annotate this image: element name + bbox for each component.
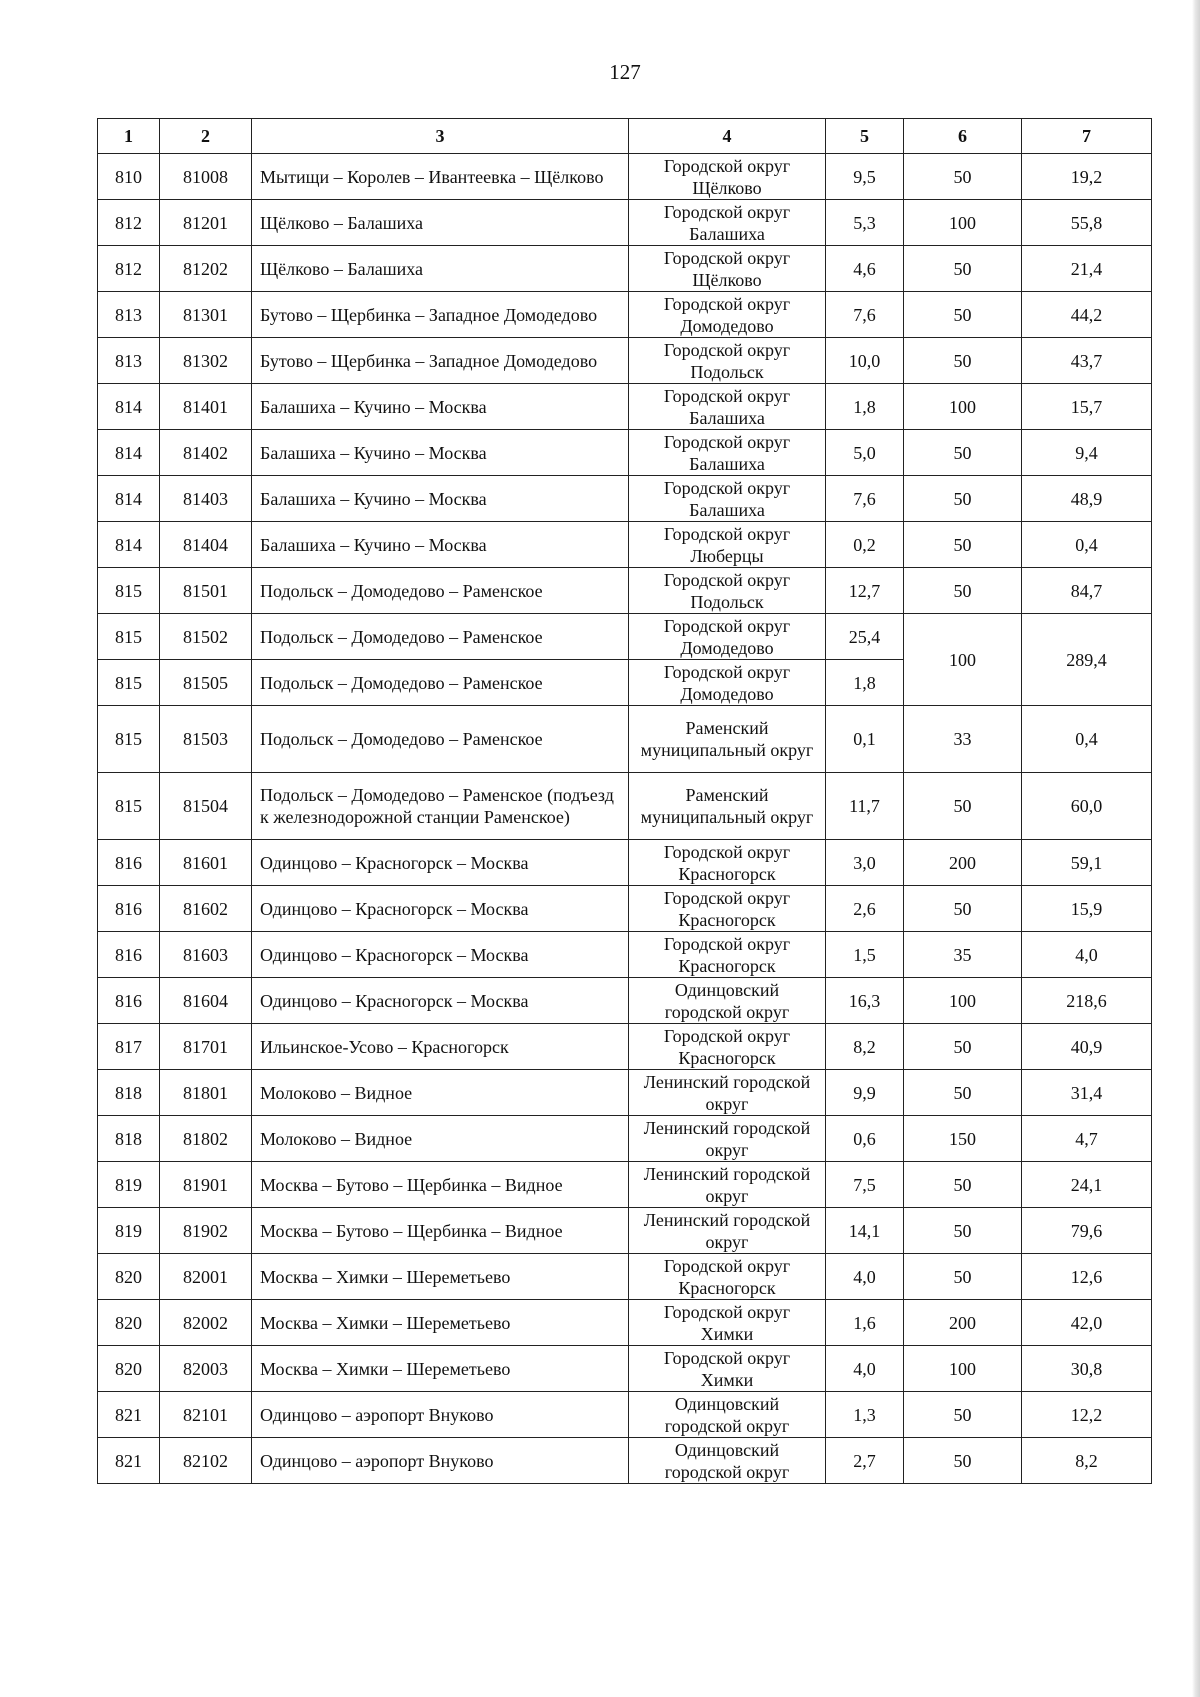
cell-col-1: 815 [98,568,160,614]
cell-col-1: 818 [98,1116,160,1162]
cell-col-5: 7,6 [826,476,904,522]
cell-col-1: 816 [98,840,160,886]
table-row [98,568,1152,614]
cell-col-5: 2,7 [826,1438,904,1484]
cell-col-2: 82001 [160,1254,252,1300]
cell-col-7: 218,6 [1022,978,1152,1024]
cell-col-4: Ленинский городской округ [629,1162,826,1208]
cell-col-7: 21,4 [1022,246,1152,292]
cell-col-3: Бутово – Щербинка – Западное Домодедово [252,292,629,338]
cell-col-6: 50 [904,1438,1022,1484]
cell-col-5: 9,9 [826,1070,904,1116]
cell-col-5: 0,2 [826,522,904,568]
cell-col-1: 820 [98,1254,160,1300]
cell-col-5: 9,5 [826,154,904,200]
table-row [98,292,1152,338]
cell-col-2: 81302 [160,338,252,384]
cell-col-3: Балашиха – Кучино – Москва [252,430,629,476]
cell-col-5: 25,4 [826,614,904,660]
cell-col-5: 0,6 [826,1116,904,1162]
cell-col-6: 100 [904,200,1022,246]
cell-col-2: 81008 [160,154,252,200]
cell-col-5: 12,7 [826,568,904,614]
table-row [98,1162,1152,1208]
cell-col-1: 816 [98,932,160,978]
cell-col-2: 81701 [160,1024,252,1070]
table-body [98,154,1152,1484]
cell-col-7: 60,0 [1022,773,1152,840]
cell-col-4: Ленинский городской округ [629,1116,826,1162]
header-col-1: 1 [98,119,160,154]
table-row [98,200,1152,246]
cell-col-3: Балашиха – Кучино – Москва [252,476,629,522]
cell-col-5: 1,3 [826,1392,904,1438]
cell-col-3: Подольск – Домодедово – Раменское [252,614,629,660]
cell-col-3: Москва – Бутово – Щербинка – Видное [252,1208,629,1254]
cell-col-1: 815 [98,614,160,660]
cell-col-5: 1,8 [826,660,904,706]
cell-col-3: Москва – Химки – Шереметьево [252,1346,629,1392]
cell-col-3: Бутово – Щербинка – Западное Домодедово [252,338,629,384]
cell-col-3: Одинцово – Красногорск – Москва [252,932,629,978]
cell-col-2: 81401 [160,384,252,430]
roads-table [97,118,1152,1484]
cell-col-5: 7,6 [826,292,904,338]
cell-col-1: 814 [98,476,160,522]
cell-col-2: 82002 [160,1300,252,1346]
cell-col-6: 50 [904,430,1022,476]
cell-col-4: Ленинский городской округ [629,1208,826,1254]
cell-col-5: 4,0 [826,1254,904,1300]
cell-col-1: 812 [98,246,160,292]
cell-col-5: 5,3 [826,200,904,246]
cell-col-1: 815 [98,706,160,773]
cell-col-4: Раменский муниципальный округ [629,773,826,840]
cell-col-2: 81403 [160,476,252,522]
cell-col-3: Молоково – Видное [252,1070,629,1116]
table-row [98,773,1152,840]
cell-col-6: 50 [904,1024,1022,1070]
cell-col-1: 815 [98,660,160,706]
header-col-4: 4 [629,119,826,154]
cell-col-2: 81604 [160,978,252,1024]
cell-col-6: 200 [904,1300,1022,1346]
table-row [98,522,1152,568]
cell-col-1: 821 [98,1438,160,1484]
cell-col-2: 82003 [160,1346,252,1392]
cell-col-2: 81301 [160,292,252,338]
table-row [98,1070,1152,1116]
cell-col-2: 81602 [160,886,252,932]
cell-col-2: 81902 [160,1208,252,1254]
cell-col-5: 1,5 [826,932,904,978]
cell-col-1: 813 [98,338,160,384]
cell-col-7: 30,8 [1022,1346,1152,1392]
cell-col-5: 2,6 [826,886,904,932]
cell-col-2: 81402 [160,430,252,476]
table-row [98,1300,1152,1346]
cell-col-2: 81501 [160,568,252,614]
cell-col-5: 4,6 [826,246,904,292]
table-row [98,1254,1152,1300]
header-row [98,119,1152,154]
cell-col-4: Городской округ Люберцы [629,522,826,568]
cell-col-3: Молоково – Видное [252,1116,629,1162]
cell-col-4: Городской округ Домодедово [629,660,826,706]
cell-col-4: Городской округ Подольск [629,338,826,384]
cell-col-4: Ленинский городской округ [629,1070,826,1116]
table-row [98,246,1152,292]
cell-col-4: Городской округ Красногорск [629,1254,826,1300]
cell-col-1: 814 [98,430,160,476]
cell-col-1: 814 [98,384,160,430]
cell-col-4: Городской округ Красногорск [629,886,826,932]
cell-col-2: 81901 [160,1162,252,1208]
cell-col-6: 50 [904,1070,1022,1116]
cell-col-6: 50 [904,246,1022,292]
cell-col-6: 35 [904,932,1022,978]
cell-col-1: 819 [98,1162,160,1208]
cell-col-3: Подольск – Домодедово – Раменское (подъезд к железнодорожной станции Раменское) [252,773,629,840]
page-number: 127 [609,60,641,84]
cell-col-7: 9,4 [1022,430,1152,476]
cell-col-5: 10,0 [826,338,904,384]
cell-col-4: Городской округ Химки [629,1300,826,1346]
cell-col-1: 810 [98,154,160,200]
cell-col-3: Щёлково – Балашиха [252,246,629,292]
table-row [98,1116,1152,1162]
cell-col-5: 16,3 [826,978,904,1024]
cell-col-1: 814 [98,522,160,568]
cell-col-7: 42,0 [1022,1300,1152,1346]
cell-col-5: 5,0 [826,430,904,476]
table-row [98,154,1152,200]
cell-col-3: Подольск – Домодедово – Раменское [252,568,629,614]
header-col-2: 2 [160,119,252,154]
cell-col-3: Мытищи – Королев – Ивантеевка – Щёлково [252,154,629,200]
cell-col-6: 50 [904,773,1022,840]
table-row [98,706,1152,773]
cell-col-7: 0,4 [1022,522,1152,568]
cell-col-3: Одинцово – аэропорт Внуково [252,1438,629,1484]
table-row [98,476,1152,522]
cell-col-7: 84,7 [1022,568,1152,614]
table-row [98,1438,1152,1484]
cell-col-3: Москва – Бутово – Щербинка – Видное [252,1162,629,1208]
table-row [98,1024,1152,1070]
header-col-6: 6 [904,119,1022,154]
cell-col-4: Городской округ Балашиха [629,476,826,522]
cell-col-3: Балашиха – Кучино – Москва [252,522,629,568]
cell-col-7: 44,2 [1022,292,1152,338]
cell-col-3: Одинцово – Красногорск – Москва [252,840,629,886]
cell-col-6: 150 [904,1116,1022,1162]
header-col-5: 5 [826,119,904,154]
cell-col-2: 81505 [160,660,252,706]
cell-col-4: Городской округ Красногорск [629,932,826,978]
header-col-7: 7 [1022,119,1152,154]
cell-col-5: 1,6 [826,1300,904,1346]
cell-col-1: 813 [98,292,160,338]
cell-col-4: Раменский муниципальный округ [629,706,826,773]
cell-col-4: Городской округ Щёлково [629,246,826,292]
cell-col-6: 50 [904,1208,1022,1254]
cell-col-2: 81801 [160,1070,252,1116]
cell-col-6: 50 [904,1392,1022,1438]
cell-col-7: 4,0 [1022,932,1152,978]
cell-col-2: 81802 [160,1116,252,1162]
cell-col-5: 1,8 [826,384,904,430]
cell-col-1: 818 [98,1070,160,1116]
table-header [98,119,1152,154]
cell-col-6: 50 [904,476,1022,522]
cell-col-7: 4,7 [1022,1116,1152,1162]
cell-col-7: 8,2 [1022,1438,1152,1484]
table-row [98,430,1152,476]
cell-col-1: 820 [98,1346,160,1392]
cell-col-3: Москва – Химки – Шереметьево [252,1254,629,1300]
cell-col-7: 12,2 [1022,1392,1152,1438]
cell-col-6: 100 [904,978,1022,1024]
cell-col-2: 81201 [160,200,252,246]
cell-col-4: Одинцовский городской округ [629,978,826,1024]
cell-col-7: 15,9 [1022,886,1152,932]
scan-edge [1192,0,1200,1697]
cell-col-4: Городской округ Балашиха [629,384,826,430]
cell-col-4: Городской округ Щёлково [629,154,826,200]
table-row [98,1208,1152,1254]
cell-col-7: 0,4 [1022,706,1152,773]
cell-col-5: 3,0 [826,840,904,886]
cell-col-3: Москва – Химки – Шереметьево [252,1300,629,1346]
cell-col-3: Одинцово – Красногорск – Москва [252,978,629,1024]
cell-col-6: 50 [904,1254,1022,1300]
cell-col-1: 815 [98,773,160,840]
cell-col-1: 817 [98,1024,160,1070]
cell-col-6: 200 [904,840,1022,886]
cell-col-6: 50 [904,292,1022,338]
cell-col-3: Подольск – Домодедово – Раменское [252,660,629,706]
cell-col-7: 19,2 [1022,154,1152,200]
table-row [98,614,1152,660]
cell-col-5: 7,5 [826,1162,904,1208]
table-row [98,840,1152,886]
cell-col-4: Городской округ Домодедово [629,614,826,660]
cell-col-1: 819 [98,1208,160,1254]
cell-col-3: Подольск – Домодедово – Раменское [252,706,629,773]
cell-col-1: 821 [98,1392,160,1438]
cell-col-1: 816 [98,978,160,1024]
cell-col-6: 100 [904,384,1022,430]
cell-col-4: Городской округ Балашиха [629,430,826,476]
cell-col-2: 81503 [160,706,252,773]
cell-col-7: 15,7 [1022,384,1152,430]
cell-col-2: 82101 [160,1392,252,1438]
cell-col-2: 82102 [160,1438,252,1484]
cell-col-7: 79,6 [1022,1208,1152,1254]
cell-col-5: 14,1 [826,1208,904,1254]
cell-col-7: 48,9 [1022,476,1152,522]
cell-col-5: 4,0 [826,1346,904,1392]
cell-col-2: 81502 [160,614,252,660]
cell-col-6: 50 [904,338,1022,384]
cell-col-6: 50 [904,522,1022,568]
cell-col-6: 100 [904,614,1022,706]
cell-col-6: 50 [904,568,1022,614]
cell-col-3: Ильинское-Усово – Красногорск [252,1024,629,1070]
cell-col-7: 24,1 [1022,1162,1152,1208]
cell-col-2: 81603 [160,932,252,978]
cell-col-7: 289,4 [1022,614,1152,706]
cell-col-3: Одинцово – Красногорск – Москва [252,886,629,932]
cell-col-1: 812 [98,200,160,246]
cell-col-4: Городской округ Балашиха [629,200,826,246]
table-row [98,886,1152,932]
cell-col-2: 81601 [160,840,252,886]
cell-col-7: 43,7 [1022,338,1152,384]
cell-col-7: 12,6 [1022,1254,1152,1300]
table-row [98,338,1152,384]
cell-col-4: Городской округ Химки [629,1346,826,1392]
table-row [98,1392,1152,1438]
cell-col-2: 81504 [160,773,252,840]
cell-col-3: Одинцово – аэропорт Внуково [252,1392,629,1438]
cell-col-4: Одинцовский городской округ [629,1392,826,1438]
cell-col-3: Щёлково – Балашиха [252,200,629,246]
cell-col-6: 50 [904,886,1022,932]
table-row [98,384,1152,430]
cell-col-7: 59,1 [1022,840,1152,886]
cell-col-6: 50 [904,1162,1022,1208]
cell-col-4: Городской округ Красногорск [629,840,826,886]
cell-col-6: 100 [904,1346,1022,1392]
cell-col-6: 50 [904,154,1022,200]
table-row [98,932,1152,978]
table-row [98,1346,1152,1392]
table-row [98,978,1152,1024]
cell-col-4: Городской округ Красногорск [629,1024,826,1070]
cell-col-3: Балашиха – Кучино – Москва [252,384,629,430]
cell-col-2: 81202 [160,246,252,292]
cell-col-1: 820 [98,1300,160,1346]
cell-col-5: 8,2 [826,1024,904,1070]
cell-col-4: Одинцовский городской округ [629,1438,826,1484]
cell-col-4: Городской округ Домодедово [629,292,826,338]
header-col-3: 3 [252,119,629,154]
cell-col-1: 816 [98,886,160,932]
cell-col-5: 11,7 [826,773,904,840]
cell-col-4: Городской округ Подольск [629,568,826,614]
cell-col-7: 55,8 [1022,200,1152,246]
cell-col-2: 81404 [160,522,252,568]
cell-col-5: 0,1 [826,706,904,773]
cell-col-7: 31,4 [1022,1070,1152,1116]
cell-col-6: 33 [904,706,1022,773]
cell-col-7: 40,9 [1022,1024,1152,1070]
